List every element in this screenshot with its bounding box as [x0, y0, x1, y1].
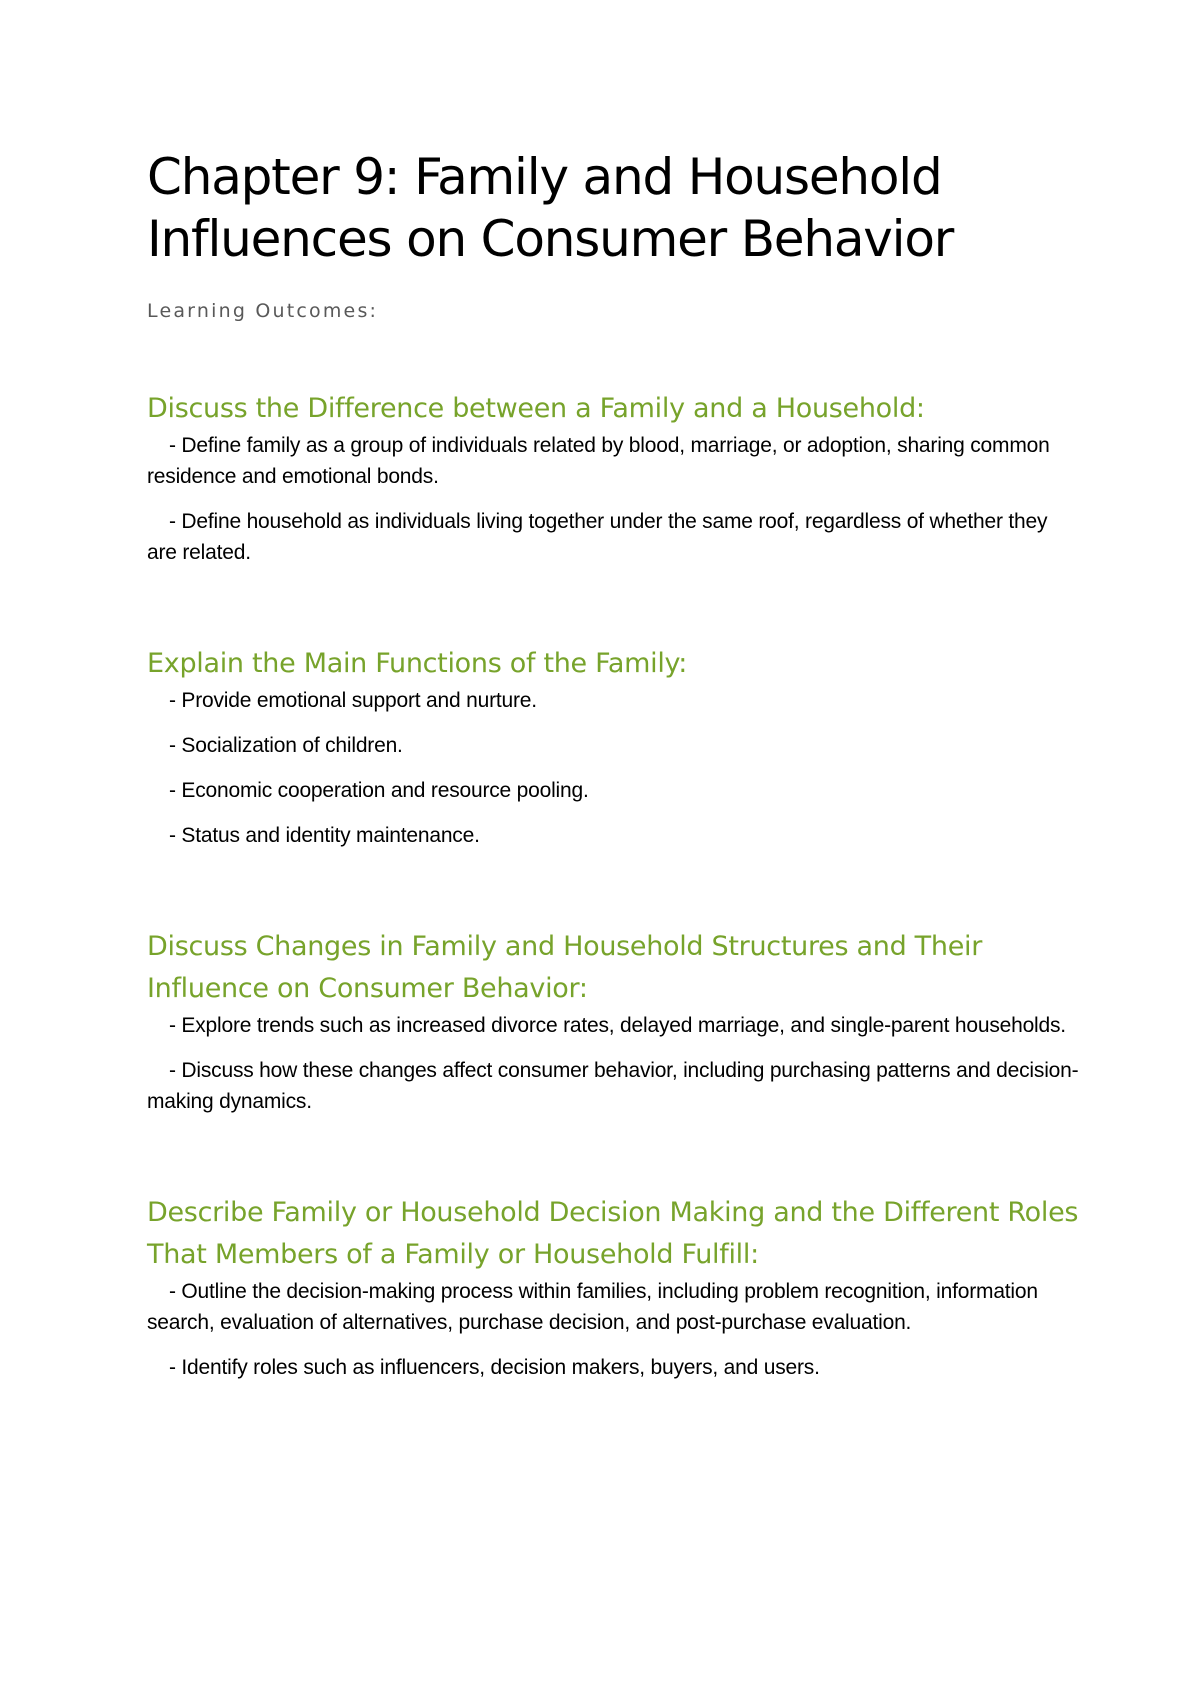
- section-family-vs-household: [147, 388, 1080, 568]
- section-heading: Discuss the Difference between a Family and a Household:: [147, 393, 925, 424]
- bullet-item: - Socialization of children.: [169, 734, 403, 757]
- bullet-item: - Discuss how these changes affect consumer behavior, including purchasing patterns and decision-making dynamics.: [147, 1059, 1079, 1113]
- bullet-item: - Outline the decision-making process within families, including problem recognition, information search, evaluation of alternatives, purchase decision, and post-purchase evaluation.: [147, 1280, 1038, 1334]
- bullet-item: - Define family as a group of individuals related by blood, marriage, or adoption, sharing common residence and emotional bonds.: [147, 434, 1050, 488]
- document-title: [147, 146, 1080, 270]
- section-heading: Describe Family or Household Decision Making and the Different Roles That Members of a Family or Household Fulfill:: [147, 1197, 1079, 1270]
- bullet-item: - Explore trends such as increased divorce rates, delayed marriage, and single-parent households.: [169, 1014, 1066, 1037]
- bullet-item: - Economic cooperation and resource pooling.: [169, 779, 589, 802]
- section-structure-changes: [147, 926, 1080, 1117]
- title-line-1: Chapter 9: Family and Household: [147, 148, 942, 206]
- bullet-item: - Provide emotional support and nurture.: [169, 689, 537, 712]
- section-heading: Explain the Main Functions of the Family:: [147, 648, 688, 679]
- subtitle: Learning Outcomes:: [147, 300, 379, 322]
- section-family-functions: [147, 643, 1080, 851]
- bullet-item: - Identify roles such as influencers, decision makers, buyers, and users.: [169, 1356, 820, 1379]
- section-heading: Discuss Changes in Family and Household Structures and Their Influence on Consumer Behavior:: [147, 931, 983, 1004]
- bullet-item: - Status and identity maintenance.: [169, 824, 480, 847]
- title-line-2: Influences on Consumer Behavior: [147, 210, 954, 268]
- section-decision-making: [147, 1192, 1080, 1383]
- bullet-item: - Define household as individuals living together under the same roof, regardless of whether they are related.: [147, 510, 1048, 564]
